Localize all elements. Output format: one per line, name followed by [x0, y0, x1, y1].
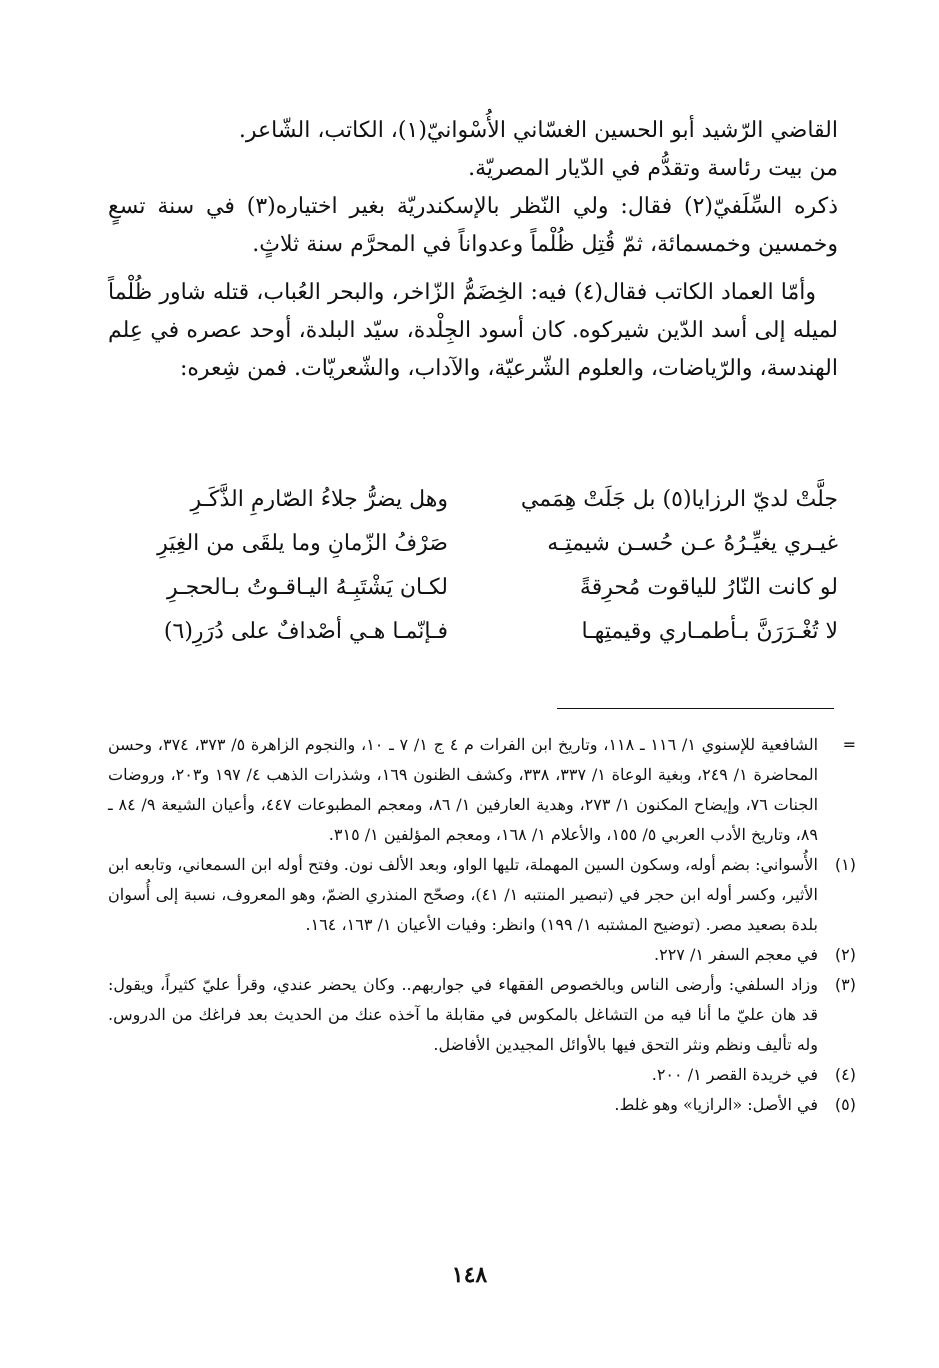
poem-verse — [108, 566, 838, 610]
biography-text — [108, 112, 838, 388]
footnote-2 — [108, 940, 856, 970]
footnote-text: في معجم السفر ١/ ٢٢٧. — [654, 945, 818, 964]
page-number: ١٤٨ — [451, 1262, 488, 1288]
verse-second-hemistich: وهل يضرُّ جلاءُ الصّارمِ الذَّكَـرِ — [190, 487, 448, 512]
footnote-text: الشافعية للإسنوي ١/ ١١٦ ـ ١١٨، وتاريخ ابن الفرات م ٤ ج ١/ ٧ ـ ١٠، والنجوم الزاهرة ٥/ ٣٧٣، ٣٧٤، وحسن المحاضرة ١/ ٢٤٩، وبغية الوعاة ١/ ٣٣٧، ٣٣٨، وكشف الظنون ١٦٩، وشذرات الذهب ٤/ ١٩٧ و٢٠٣، وروضات الجنات ٧٦، وإيضاح المكنون ١/ ٢٧٣، وهدية العارفين ١/ ٨٦، ومعجم المطبوعات ٤٤٧، وأعيان الشيعة ٩/ ٨٤ ـ ٨٩، وتاريخ الأدب العربي ٥/ ١٥٥، والأعلام ١/ ١٦٨، ومعجم المؤلفين ١/ ٣١٥. — [108, 735, 819, 844]
footnote-marker: (٥) — [834, 1095, 856, 1114]
paragraph-origin: من بيت رئاسة وتقدُّم في الدّيار المصريّة. — [468, 156, 838, 181]
paragraph-silafi: ذكره السِّلَفيّ(٢) فقال: ولي النّظر بالإسكندريّة بغير اختياره(٣) في سنة تسعٍ وخمسين وخمسمائة، ثمّ قُتِل ظُلْماً وعدواناً في المحرَّم سنة ثلاثٍ. — [108, 194, 838, 257]
poem-verse — [108, 478, 838, 522]
verse-second-hemistich: فـإنّمـا هـي أصْدافٌ على دُرَرِ(٦) — [163, 619, 448, 644]
verse-second-hemistich: صَرْفُ الزّمانِ وما يلقَى من الغِيَرِ — [157, 531, 448, 556]
footnote-text: في الأصل: «الرازيا» وهو غلط. — [614, 1095, 818, 1114]
verse-first-hemistich: غيـري يغيِّـرُهُ عـن حُسـن شيمتِـه — [547, 531, 838, 556]
footnote-marker: (٣) — [834, 975, 856, 994]
verse-first-hemistich: لو كانت النّارُ للياقوت مُحرِقةً — [579, 575, 838, 600]
footnote-marker: (٤) — [834, 1065, 856, 1084]
poem-verse — [108, 522, 838, 566]
footnote-text: الأُسواني: بضم أوله، وسكون السين المهملة، تليها الواو، وبعد الألف نون. وفتح أوله ابن السمعاني، وتابعه ابن الأثير، وكسر أوله ابن حجر في (تبصير المنتبه ١/ ٤١)، وصحّح المنذري الضمّ، وهو المعروف، نسبة إلى أُسوان بلدة بصعيد مصر. (توضيح المشتبه ١/ ١٩٩) وانظر: وفيات الأعيان ١/ ١٦٣، ١٦٤. — [108, 855, 818, 934]
verse-second-hemistich: لكـان يَشْتَبِـهُ اليـاقـوتُ بـالحجـرِ — [166, 575, 448, 600]
footnote-1 — [108, 850, 856, 940]
footnote-text: وزاد السلفي: وأرضى الناس وبالخصوص الفقهاء في جواربهم.. وكان يحضر عندي، وقرأ عليّ كثيراً، ويقول: قد هان عليّ ما أنا فيه من التشاغل بالمكوس في مقابلة ما آخذه عنك من الحديث بعد فراغك من الدروس. وله تأليف ونظم ونثر التحق فيها بالأوائل المجيدين الأفاضل. — [108, 975, 818, 1054]
footnote-continued — [108, 730, 856, 850]
verse-first-hemistich: لا تُغْـرَرَنَّ بـأطمـاري وقيمتِهـا — [581, 619, 838, 644]
footnote-4 — [108, 1060, 856, 1090]
footnote-3 — [108, 970, 856, 1060]
poem-verse — [108, 610, 838, 654]
footnote-text: في خريدة القصر ١/ ٢٠٠. — [651, 1065, 818, 1084]
footnote-marker: (٢) — [834, 945, 856, 964]
paragraph-title-line: القاضي الرّشيد أبو الحسين الغسّاني الأُسْوانيّ(١)، الكاتب، الشّاعر. — [238, 118, 838, 143]
footnote-5 — [108, 1090, 856, 1120]
footnote-divider — [557, 708, 834, 709]
verse-first-hemistich: جلَّتْ لديّ الرزايا(٥) بل جَلَتْ هِمَمي — [520, 487, 838, 512]
footnote-marker: = — [842, 735, 856, 754]
paragraph-imad: وأمّا العماد الكاتب فقال(٤) فيه: الخِضَمُّ الزّاخر، والبحر العُباب، قتله شاور ظُلْماً لميله إلى أسد الدّين شيركوه. كان أسود الجِلْدة، سيّد البلدة، أوحد عصره في عِلم الهندسة، والرّياضات، والعلوم الشّرعيّة، والآداب، والشّعريّات. فمن شِعره: — [108, 280, 838, 381]
footnotes — [108, 730, 856, 1120]
footnote-marker: (١) — [834, 855, 856, 874]
poem — [108, 478, 838, 654]
